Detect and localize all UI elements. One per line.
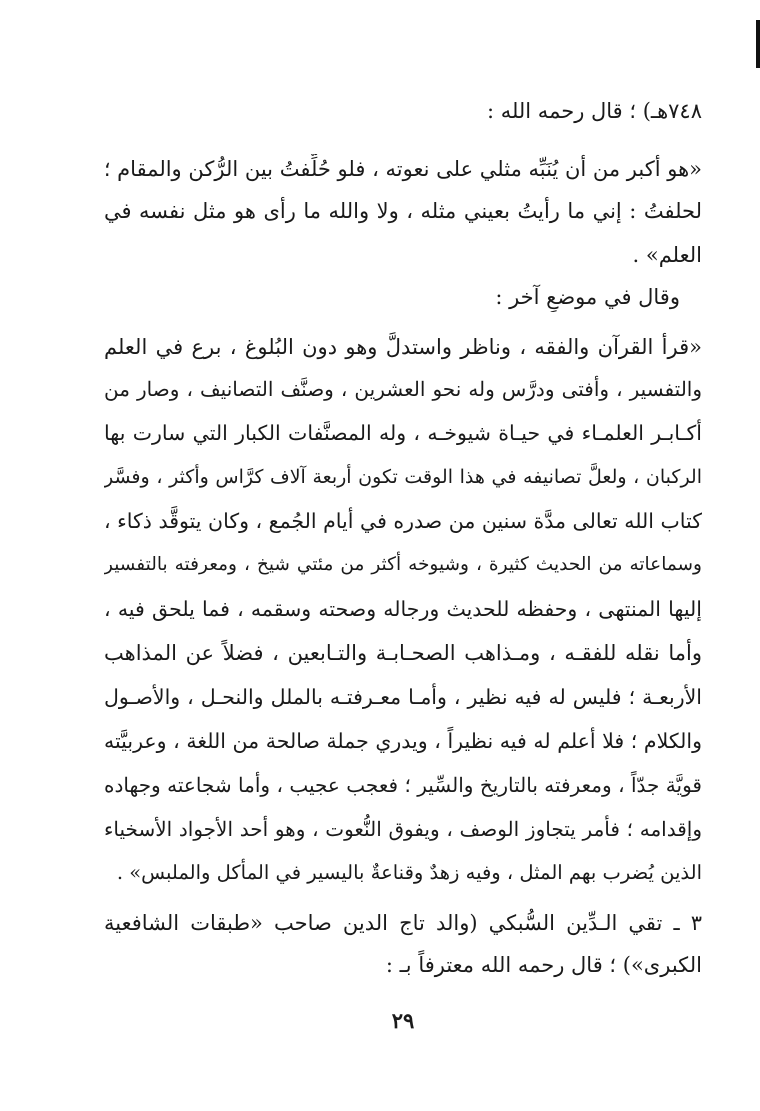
text-line: وسماعاته من الحديث كثيرة ، وشيوخه أكثر من مئتي شيخ ، ومعرفته بالتفسير [104,554,702,575]
text-line: والتفسير ، وأفتى ودرَّس وله نحو العشرين ، وصنَّف التصانيف ، وصار من [104,377,702,401]
text-line: كتاب الله تعالى مدَّة سنين من صدره في أيام الجُمع ، وكان يتوقَّد ذكاء ، [104,509,702,533]
text-line: وأما نقله للفقـه ، ومـذاهب الصحـابـة والتـابعين ، فضلاً عن المذاهب [104,641,702,665]
text-line: لحلفتُ : إني ما رأيتُ بعيني مثله ، ولا والله ما رأى هو مثل نفسه في [104,199,702,223]
text-line: الذين يُضرب بهم المثل ، وفيه زهدٌ وقناعةٌ باليسير في المأكل والملبس» . [116,861,702,884]
text-line: والكلام ؛ فلا أعلم له فيه نظيراً ، ويدري جملة صالحة من اللغة ، وعربيَّته [104,729,702,753]
page-edge-mark [756,20,760,68]
text-line: العلم» . [632,243,702,267]
text-line: الكبرى») ؛ قال رحمه الله معترفاً بـ : [385,953,702,977]
section-heading-line: ٣ ـ تقي الـدِّين السُّبكي (والد تاج الدين صاحب «طبقات الشافعية [104,911,702,935]
text-line: الأربعـة ؛ فليس له فيه نظير ، وأمـا معـرفتـه بالملل والنحـل ، والأصـول [104,685,702,709]
page-number: ٢٩ [391,1008,415,1033]
document-page [104,0,702,1111]
text-line: قويَّة جدّاً ، ومعرفته بالتاريخ والسِّير ؛ فعجب عجيب ، وأما شجاعته وجهاده [104,773,702,797]
text-line: وإقدامه ؛ فأمر يتجاوز الوصف ، ويفوق النُّعوت ، وهو أحد الأجواد الأسخياء [104,817,702,841]
text-line: وقال في موضعٍ آخر : [495,285,680,309]
text-line: ٧٤٨هـ) ؛ قال رحمه الله : [486,99,702,123]
text-line: أكـابـر العلمـاء في حيـاة شيوخـه ، وله المصنَّفات الكبار التي سارت بها [104,421,702,445]
text-line: إليها المنتهى ، وحفظه للحديث ورجاله وصحته وسقمه ، فما يلحق فيه ، [104,597,702,621]
text-line: «هو أكبر من أن يُنَبِّه مثلي على نعوته ، فلو حُلِّفتُ بين الرُّكن والمقام ؛ [104,157,702,181]
text-line: الركبان ، ولعلَّ تصانيفه في هذا الوقت تكون أربعة آلاف كرَّاس وأكثر ، وفسَّر [104,466,702,488]
text-line: «قرأ القرآن والفقه ، وناظر واستدلَّ وهو دون البُلوغ ، برع في العلم [104,335,702,359]
